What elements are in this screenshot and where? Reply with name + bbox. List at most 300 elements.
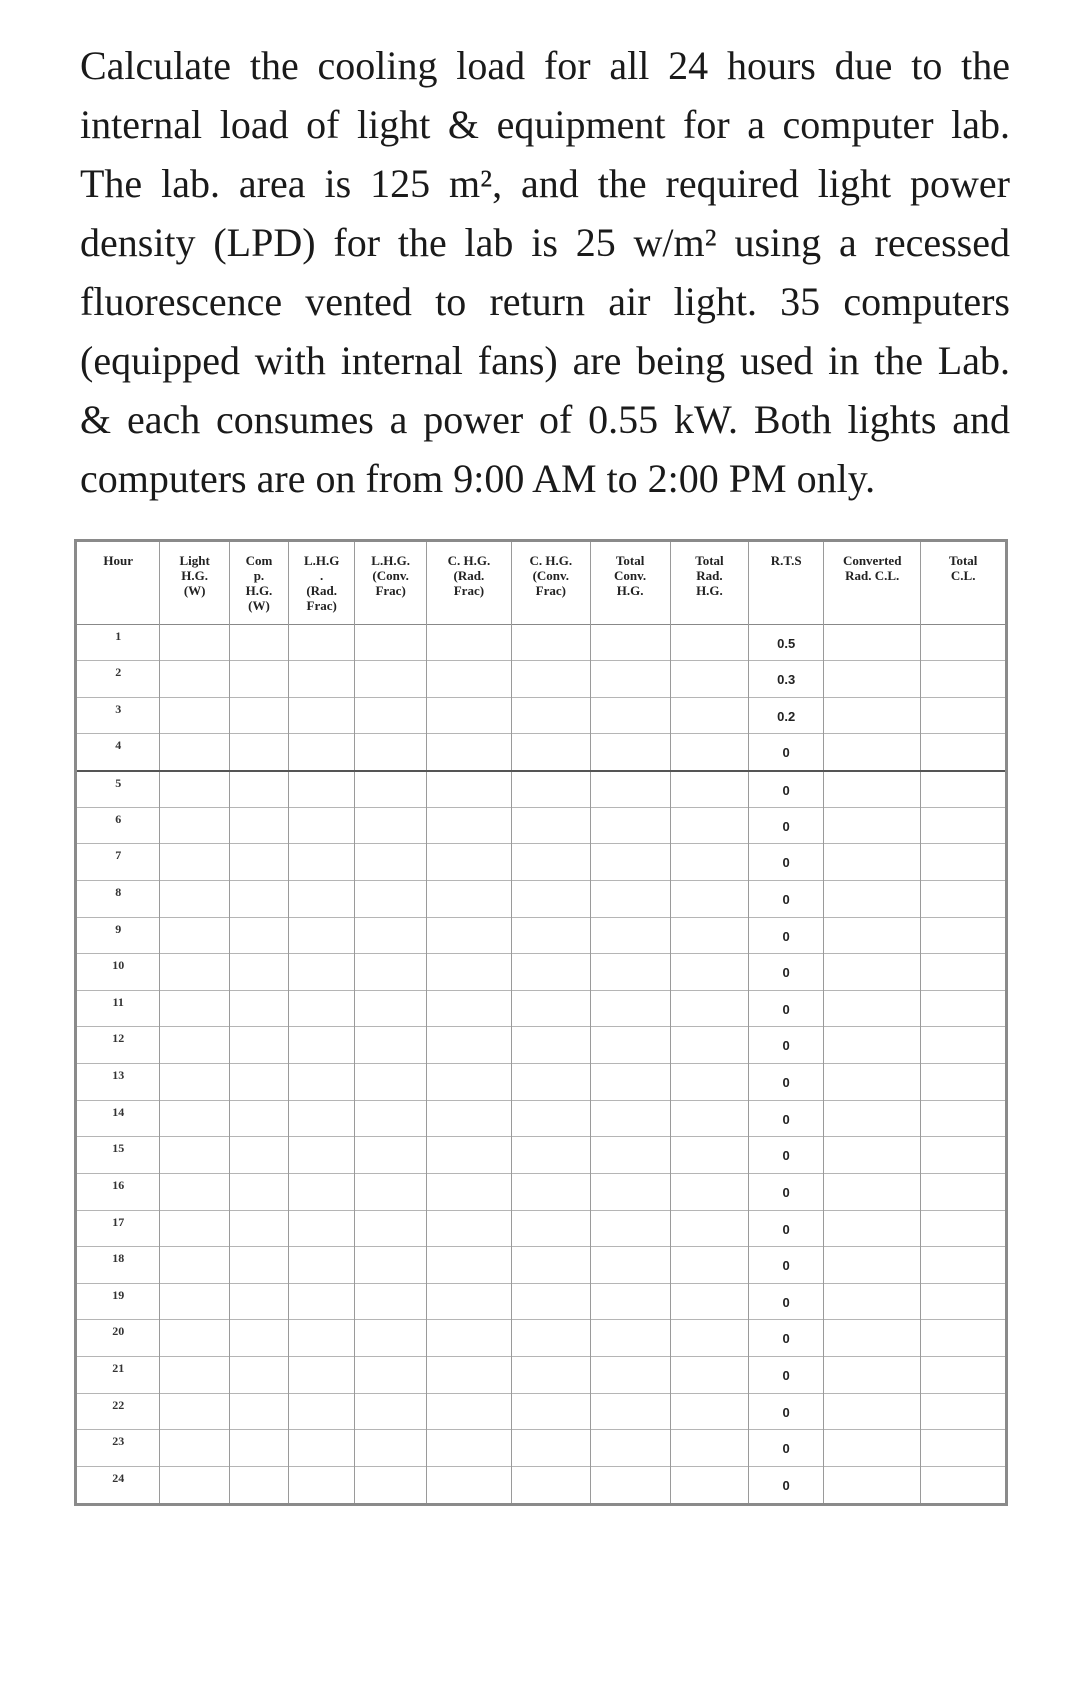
column-header-text: C. H.G.	[529, 553, 573, 568]
empty-cell-total-cl	[921, 990, 1005, 1027]
empty-cell-chg-rad	[426, 1357, 511, 1394]
empty-cell-total-cl	[921, 880, 1005, 917]
rts-cell: 0	[749, 1357, 824, 1394]
empty-cell-total-cl	[921, 1247, 1005, 1284]
hour-cell: 3	[77, 697, 160, 734]
rts-cell: 0	[749, 844, 824, 881]
empty-cell-light-hg	[160, 1283, 229, 1320]
hour-cell: 23	[77, 1430, 160, 1467]
empty-cell-total-rad-hg	[670, 954, 749, 991]
empty-cell-light-hg	[160, 1393, 229, 1430]
empty-cell-lhg-rad	[289, 624, 355, 661]
column-header-chg-conv	[511, 542, 590, 624]
empty-cell-converted-rad-cl	[823, 1357, 920, 1394]
empty-cell-total-rad-hg	[670, 734, 749, 771]
rts-cell: 0.3	[749, 661, 824, 698]
empty-cell-converted-rad-cl	[823, 1320, 920, 1357]
empty-cell-lhg-rad	[289, 661, 355, 698]
empty-cell-chg-conv	[511, 990, 590, 1027]
empty-cell-total-cl	[921, 954, 1005, 991]
table-row	[77, 1100, 1005, 1137]
empty-cell-chg-conv	[511, 771, 590, 808]
table-row	[77, 1173, 1005, 1210]
empty-cell-comp-hg	[229, 1393, 288, 1430]
column-header-text: H.G.	[696, 583, 723, 598]
empty-cell-lhg-rad	[289, 917, 355, 954]
empty-cell-comp-hg	[229, 661, 288, 698]
empty-cell-converted-rad-cl	[823, 1466, 920, 1503]
empty-cell-light-hg	[160, 1466, 229, 1503]
rts-cell: 0	[749, 1027, 824, 1064]
column-header-text: L.H.G.	[371, 553, 410, 568]
empty-cell-converted-rad-cl	[823, 844, 920, 881]
column-header-comp-hg	[229, 542, 288, 624]
table-body	[77, 624, 1005, 1503]
empty-cell-light-hg	[160, 1357, 229, 1394]
empty-cell-lhg-conv	[355, 1064, 427, 1101]
column-header-text: Conv.	[614, 568, 647, 583]
empty-cell-comp-hg	[229, 1137, 288, 1174]
column-header-hour	[77, 542, 160, 624]
problem-line: internal load of light & equipment for a computer lab.	[80, 102, 1010, 147]
table-row	[77, 1430, 1005, 1467]
rts-cell: 0	[749, 1430, 824, 1467]
empty-cell-light-hg	[160, 1137, 229, 1174]
empty-cell-lhg-conv	[355, 1320, 427, 1357]
empty-cell-total-cl	[921, 1210, 1005, 1247]
table-row	[77, 1466, 1005, 1503]
empty-cell-lhg-conv	[355, 1247, 427, 1284]
empty-cell-total-cl	[921, 917, 1005, 954]
empty-cell-total-cl	[921, 1357, 1005, 1394]
hour-cell: 24	[77, 1466, 160, 1503]
empty-cell-lhg-rad	[289, 844, 355, 881]
empty-cell-lhg-rad	[289, 1430, 355, 1467]
empty-cell-lhg-rad	[289, 990, 355, 1027]
empty-cell-total-cl	[921, 1137, 1005, 1174]
problem-line: Calculate the cooling load for all 24 hours due to the	[80, 43, 1010, 88]
empty-cell-chg-rad	[426, 1173, 511, 1210]
empty-cell-total-rad-hg	[670, 1210, 749, 1247]
rts-cell: 0	[749, 1320, 824, 1357]
rts-cell: 0	[749, 1466, 824, 1503]
problem-line: The lab. area is 125 m², and the required light power	[80, 161, 1010, 206]
empty-cell-total-conv-hg	[590, 1283, 670, 1320]
empty-cell-lhg-conv	[355, 1100, 427, 1137]
empty-cell-total-conv-hg	[590, 1064, 670, 1101]
empty-cell-chg-conv	[511, 1137, 590, 1174]
empty-cell-chg-rad	[426, 1283, 511, 1320]
empty-cell-total-cl	[921, 807, 1005, 844]
column-header-text: Com	[245, 553, 273, 568]
empty-cell-lhg-rad	[289, 1137, 355, 1174]
empty-cell-lhg-conv	[355, 880, 427, 917]
empty-cell-chg-conv	[511, 661, 590, 698]
empty-cell-lhg-conv	[355, 1393, 427, 1430]
empty-cell-total-conv-hg	[590, 661, 670, 698]
empty-cell-total-rad-hg	[670, 1100, 749, 1137]
problem-line: & each consumes a power of 0.55 kW. Both lights and	[80, 397, 1010, 442]
empty-cell-chg-rad	[426, 844, 511, 881]
empty-cell-chg-rad	[426, 1210, 511, 1247]
empty-cell-total-conv-hg	[590, 697, 670, 734]
column-header-text: L.H.G	[303, 553, 340, 568]
empty-cell-total-cl	[921, 1173, 1005, 1210]
empty-cell-comp-hg	[229, 954, 288, 991]
empty-cell-lhg-conv	[355, 624, 427, 661]
hour-cell: 11	[77, 990, 160, 1027]
empty-cell-lhg-conv	[355, 1210, 427, 1247]
column-header-text: Rad.	[696, 568, 723, 583]
empty-cell-converted-rad-cl	[823, 1283, 920, 1320]
column-header-text: (Conv.	[372, 568, 409, 583]
empty-cell-chg-conv	[511, 1210, 590, 1247]
empty-cell-total-conv-hg	[590, 1357, 670, 1394]
table-row	[77, 1393, 1005, 1430]
hour-cell: 12	[77, 1027, 160, 1064]
empty-cell-chg-conv	[511, 1283, 590, 1320]
empty-cell-converted-rad-cl	[823, 1173, 920, 1210]
column-header-text: Frac)	[306, 598, 337, 613]
empty-cell-chg-rad	[426, 990, 511, 1027]
empty-cell-lhg-rad	[289, 1064, 355, 1101]
empty-cell-total-cl	[921, 661, 1005, 698]
rts-cell: 0	[749, 880, 824, 917]
column-header-total-cl	[921, 542, 1005, 624]
empty-cell-chg-conv	[511, 734, 590, 771]
empty-cell-total-conv-hg	[590, 1100, 670, 1137]
empty-cell-total-rad-hg	[670, 1466, 749, 1503]
column-header-text: Total	[615, 553, 645, 568]
empty-cell-total-rad-hg	[670, 1430, 749, 1467]
hour-cell: 9	[77, 917, 160, 954]
column-header-text: Frac)	[453, 583, 485, 598]
empty-cell-chg-conv	[511, 844, 590, 881]
empty-cell-chg-rad	[426, 954, 511, 991]
empty-cell-converted-rad-cl	[823, 1210, 920, 1247]
empty-cell-total-rad-hg	[670, 844, 749, 881]
hour-cell: 1	[77, 624, 160, 661]
empty-cell-chg-rad	[426, 697, 511, 734]
empty-cell-lhg-rad	[289, 771, 355, 808]
empty-cell-total-conv-hg	[590, 734, 670, 771]
empty-cell-lhg-conv	[355, 697, 427, 734]
hour-cell: 21	[77, 1357, 160, 1394]
empty-cell-total-conv-hg	[590, 954, 670, 991]
empty-cell-chg-rad	[426, 880, 511, 917]
problem-statement	[80, 36, 1010, 508]
empty-cell-comp-hg	[229, 1064, 288, 1101]
rts-cell: 0	[749, 771, 824, 808]
empty-cell-total-rad-hg	[670, 917, 749, 954]
empty-cell-lhg-rad	[289, 734, 355, 771]
empty-cell-converted-rad-cl	[823, 954, 920, 991]
empty-cell-light-hg	[160, 917, 229, 954]
empty-cell-converted-rad-cl	[823, 1064, 920, 1101]
empty-cell-converted-rad-cl	[823, 734, 920, 771]
empty-cell-chg-conv	[511, 1100, 590, 1137]
column-header-text: H.G.	[181, 568, 209, 583]
empty-cell-chg-conv	[511, 1393, 590, 1430]
empty-cell-lhg-rad	[289, 954, 355, 991]
empty-cell-comp-hg	[229, 734, 288, 771]
empty-cell-lhg-conv	[355, 1027, 427, 1064]
rts-cell: 0	[749, 1247, 824, 1284]
column-header-text: .	[320, 568, 324, 583]
empty-cell-converted-rad-cl	[823, 1137, 920, 1174]
cooling-load-table-frame	[74, 539, 1008, 1506]
empty-cell-chg-conv	[511, 697, 590, 734]
empty-cell-chg-rad	[426, 1064, 511, 1101]
empty-cell-total-cl	[921, 1320, 1005, 1357]
table-row	[77, 624, 1005, 661]
empty-cell-light-hg	[160, 807, 229, 844]
table-row	[77, 954, 1005, 991]
empty-cell-light-hg	[160, 734, 229, 771]
empty-cell-chg-rad	[426, 1466, 511, 1503]
empty-cell-light-hg	[160, 954, 229, 991]
empty-cell-total-conv-hg	[590, 1466, 670, 1503]
empty-cell-total-cl	[921, 624, 1005, 661]
table-row	[77, 1357, 1005, 1394]
empty-cell-total-conv-hg	[590, 1430, 670, 1467]
empty-cell-light-hg	[160, 1173, 229, 1210]
hour-cell: 16	[77, 1173, 160, 1210]
hour-cell: 8	[77, 880, 160, 917]
empty-cell-comp-hg	[229, 917, 288, 954]
cooling-load-table	[77, 542, 1005, 1503]
rts-cell: 0	[749, 807, 824, 844]
empty-cell-total-conv-hg	[590, 624, 670, 661]
column-header-text: Total	[949, 553, 978, 568]
empty-cell-chg-rad	[426, 917, 511, 954]
empty-cell-total-conv-hg	[590, 771, 670, 808]
empty-cell-total-conv-hg	[590, 1210, 670, 1247]
empty-cell-chg-rad	[426, 661, 511, 698]
table-row	[77, 917, 1005, 954]
empty-cell-lhg-rad	[289, 807, 355, 844]
column-header-text: R.T.S	[770, 553, 802, 568]
empty-cell-lhg-rad	[289, 1393, 355, 1430]
empty-cell-lhg-conv	[355, 954, 427, 991]
empty-cell-light-hg	[160, 990, 229, 1027]
hour-cell: 17	[77, 1210, 160, 1247]
empty-cell-converted-rad-cl	[823, 1100, 920, 1137]
hour-cell: 2	[77, 661, 160, 698]
empty-cell-total-rad-hg	[670, 1357, 749, 1394]
rts-cell: 0	[749, 954, 824, 991]
column-header-light-hg	[160, 542, 229, 624]
empty-cell-converted-rad-cl	[823, 1393, 920, 1430]
empty-cell-converted-rad-cl	[823, 1027, 920, 1064]
empty-cell-comp-hg	[229, 1430, 288, 1467]
empty-cell-total-conv-hg	[590, 807, 670, 844]
empty-cell-comp-hg	[229, 771, 288, 808]
empty-cell-lhg-rad	[289, 1173, 355, 1210]
table-row	[77, 1137, 1005, 1174]
column-header-text: H.G.	[616, 583, 644, 598]
empty-cell-light-hg	[160, 1027, 229, 1064]
column-header-text: H.G.	[245, 583, 273, 598]
empty-cell-chg-conv	[511, 954, 590, 991]
empty-cell-total-conv-hg	[590, 1027, 670, 1064]
rts-cell: 0	[749, 1137, 824, 1174]
empty-cell-chg-rad	[426, 771, 511, 808]
empty-cell-chg-conv	[511, 1173, 590, 1210]
empty-cell-total-cl	[921, 844, 1005, 881]
empty-cell-chg-rad	[426, 1137, 511, 1174]
empty-cell-total-cl	[921, 1393, 1005, 1430]
empty-cell-lhg-rad	[289, 1357, 355, 1394]
empty-cell-chg-conv	[511, 1247, 590, 1284]
rts-cell: 0	[749, 1173, 824, 1210]
table-row	[77, 807, 1005, 844]
empty-cell-light-hg	[160, 771, 229, 808]
empty-cell-chg-conv	[511, 624, 590, 661]
empty-cell-comp-hg	[229, 624, 288, 661]
empty-cell-chg-rad	[426, 1393, 511, 1430]
rts-cell: 0.2	[749, 697, 824, 734]
column-header-text: (W)	[183, 583, 206, 598]
empty-cell-chg-rad	[426, 1320, 511, 1357]
empty-cell-total-conv-hg	[590, 880, 670, 917]
hour-cell: 13	[77, 1064, 160, 1101]
hour-cell: 14	[77, 1100, 160, 1137]
column-header-total-rad-hg	[670, 542, 749, 624]
problem-line: (equipped with internal fans) are being used in the Lab.	[80, 338, 1010, 383]
empty-cell-converted-rad-cl	[823, 661, 920, 698]
empty-cell-lhg-conv	[355, 917, 427, 954]
empty-cell-lhg-conv	[355, 1430, 427, 1467]
empty-cell-lhg-conv	[355, 734, 427, 771]
empty-cell-chg-conv	[511, 1430, 590, 1467]
empty-cell-lhg-conv	[355, 807, 427, 844]
empty-cell-chg-conv	[511, 1466, 590, 1503]
table-row	[77, 1247, 1005, 1284]
empty-cell-chg-conv	[511, 1357, 590, 1394]
column-header-text: Light	[179, 553, 210, 568]
empty-cell-comp-hg	[229, 1247, 288, 1284]
problem-line: computers are on from 9:00 AM to 2:00 PM only.	[80, 456, 876, 501]
empty-cell-light-hg	[160, 1100, 229, 1137]
hour-cell: 5	[77, 771, 160, 808]
empty-cell-total-conv-hg	[590, 1393, 670, 1430]
empty-cell-converted-rad-cl	[823, 880, 920, 917]
empty-cell-converted-rad-cl	[823, 697, 920, 734]
empty-cell-total-rad-hg	[670, 697, 749, 734]
empty-cell-total-conv-hg	[590, 1320, 670, 1357]
table-row	[77, 661, 1005, 698]
empty-cell-lhg-rad	[289, 1283, 355, 1320]
empty-cell-comp-hg	[229, 1210, 288, 1247]
column-header-text: C. H.G.	[447, 553, 491, 568]
empty-cell-chg-conv	[511, 807, 590, 844]
empty-cell-total-rad-hg	[670, 880, 749, 917]
empty-cell-total-conv-hg	[590, 1137, 670, 1174]
hour-cell: 6	[77, 807, 160, 844]
empty-cell-chg-rad	[426, 1100, 511, 1137]
table-row	[77, 771, 1005, 808]
column-header-text: (Rad.	[306, 583, 338, 598]
hour-cell: 4	[77, 734, 160, 771]
empty-cell-total-conv-hg	[590, 990, 670, 1027]
column-header-converted-rad-cl	[823, 542, 920, 624]
column-header-text: Rad. C.L.	[845, 568, 900, 583]
empty-cell-total-cl	[921, 734, 1005, 771]
empty-cell-comp-hg	[229, 1173, 288, 1210]
table-row	[77, 1064, 1005, 1101]
empty-cell-chg-conv	[511, 917, 590, 954]
empty-cell-comp-hg	[229, 1283, 288, 1320]
empty-cell-comp-hg	[229, 990, 288, 1027]
empty-cell-total-rad-hg	[670, 1137, 749, 1174]
empty-cell-total-rad-hg	[670, 1247, 749, 1284]
empty-cell-light-hg	[160, 624, 229, 661]
table-row	[77, 990, 1005, 1027]
hour-cell: 19	[77, 1283, 160, 1320]
column-header-text: Total	[695, 553, 724, 568]
empty-cell-lhg-conv	[355, 1357, 427, 1394]
rts-cell: 0	[749, 1283, 824, 1320]
empty-cell-lhg-rad	[289, 1247, 355, 1284]
empty-cell-light-hg	[160, 1247, 229, 1284]
empty-cell-comp-hg	[229, 1320, 288, 1357]
empty-cell-total-rad-hg	[670, 990, 749, 1027]
empty-cell-total-conv-hg	[590, 844, 670, 881]
table-row	[77, 1283, 1005, 1320]
empty-cell-converted-rad-cl	[823, 917, 920, 954]
empty-cell-chg-rad	[426, 807, 511, 844]
empty-cell-lhg-rad	[289, 1027, 355, 1064]
empty-cell-lhg-conv	[355, 771, 427, 808]
empty-cell-lhg-rad	[289, 1210, 355, 1247]
empty-cell-comp-hg	[229, 1357, 288, 1394]
table-row	[77, 1320, 1005, 1357]
empty-cell-total-cl	[921, 1064, 1005, 1101]
empty-cell-lhg-conv	[355, 990, 427, 1027]
empty-cell-converted-rad-cl	[823, 990, 920, 1027]
empty-cell-comp-hg	[229, 880, 288, 917]
empty-cell-lhg-rad	[289, 697, 355, 734]
empty-cell-converted-rad-cl	[823, 1247, 920, 1284]
empty-cell-lhg-conv	[355, 1173, 427, 1210]
empty-cell-comp-hg	[229, 807, 288, 844]
empty-cell-total-rad-hg	[670, 771, 749, 808]
rts-cell: 0.5	[749, 624, 824, 661]
empty-cell-chg-rad	[426, 734, 511, 771]
column-header-rts	[749, 542, 824, 624]
hour-cell: 20	[77, 1320, 160, 1357]
empty-cell-lhg-rad	[289, 1100, 355, 1137]
empty-cell-converted-rad-cl	[823, 771, 920, 808]
table-row	[77, 880, 1005, 917]
empty-cell-chg-rad	[426, 1027, 511, 1064]
rts-cell: 0	[749, 1210, 824, 1247]
empty-cell-chg-rad	[426, 624, 511, 661]
empty-cell-light-hg	[160, 880, 229, 917]
column-header-text: Converted	[842, 553, 902, 568]
empty-cell-total-cl	[921, 1466, 1005, 1503]
empty-cell-lhg-rad	[289, 1320, 355, 1357]
table-header-row	[77, 542, 1005, 624]
empty-cell-comp-hg	[229, 844, 288, 881]
empty-cell-total-rad-hg	[670, 1393, 749, 1430]
empty-cell-total-rad-hg	[670, 661, 749, 698]
problem-line: fluorescence vented to return air light. 35 computers	[80, 279, 1010, 324]
empty-cell-total-cl	[921, 1100, 1005, 1137]
table-row	[77, 844, 1005, 881]
rts-cell: 0	[749, 1100, 824, 1137]
